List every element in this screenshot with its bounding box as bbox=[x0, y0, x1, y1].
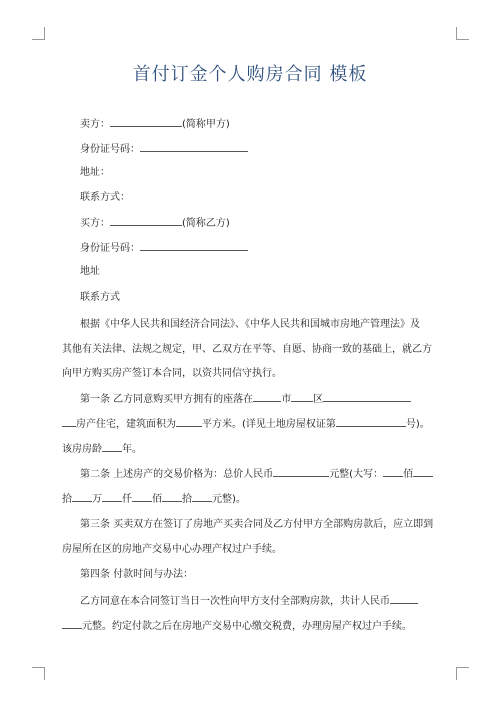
certificate-blank bbox=[336, 416, 406, 427]
payment-terms: 元整。约定付款之后在房地产交易中心缴交税费，办理房屋产权过户手续。 bbox=[82, 621, 412, 632]
article-1-line-2 bbox=[62, 416, 430, 432]
seller-id-label: 身份证号码： bbox=[80, 144, 140, 155]
blank-bai bbox=[132, 491, 152, 502]
seller-blank bbox=[110, 116, 182, 127]
blank-shi bbox=[162, 491, 182, 502]
total-price-blank bbox=[273, 466, 329, 477]
article-1-text: 第一条 乙方同意购买甲方拥有的座落在 bbox=[80, 394, 254, 405]
buyer-contact-label: 联系方式 bbox=[80, 292, 120, 303]
certificate-suffix: 号)。 bbox=[405, 419, 430, 430]
buyer-label: 买方： bbox=[80, 218, 110, 229]
unit-shi-2: 拾 bbox=[182, 494, 192, 505]
district-blank bbox=[291, 391, 313, 402]
intro-line-3: 向甲方购买房产签订本合同，以资共同信守执行。 bbox=[62, 368, 282, 379]
unit-bai-1: 佰 bbox=[403, 469, 414, 480]
payment-text: 乙方同意在本合同签订当日一次性向甲方支付全部购房款，共计人民币 bbox=[80, 596, 390, 607]
blank-wan bbox=[72, 491, 92, 502]
article-4-title: 第四条 付款时间与办法： bbox=[80, 569, 194, 580]
trailing-blank bbox=[413, 466, 433, 477]
capital-label: 元整(大写： bbox=[329, 469, 384, 480]
unit-yuan: 元整)。 bbox=[212, 494, 246, 505]
article-4-line-2 bbox=[62, 618, 412, 634]
unit-shi-1: 拾 bbox=[62, 494, 72, 505]
article-2-line-1 bbox=[80, 466, 433, 482]
blank-qian bbox=[102, 491, 122, 502]
unit-wan: 万 bbox=[92, 494, 102, 505]
corner-mark-bottom-left bbox=[32, 667, 45, 680]
location-blank bbox=[323, 391, 411, 402]
unit-bai-2: 佰 bbox=[152, 494, 162, 505]
property-blank bbox=[62, 416, 76, 427]
document-title: 首付订金个人购房合同 模板 bbox=[132, 64, 368, 85]
house-age-label: 该房房龄 bbox=[62, 444, 102, 455]
intro-line-2: 其他有关法律、法规之规定，甲、乙双方在平等、自愿、协商一致的基础上，就乙方 bbox=[62, 344, 432, 355]
seller-label: 卖方： bbox=[80, 119, 110, 130]
article-3-line-2: 房屋所在区的房地产交易中心办理产权过户手续。 bbox=[62, 544, 282, 555]
seller-suffix: (简称甲方) bbox=[182, 119, 230, 130]
unit-qian: 仟 bbox=[122, 494, 132, 505]
article-3-line-1: 第三条 买卖双方在签订了房地产买卖合同及乙方付甲方全部购房款后，应立即到 bbox=[80, 519, 434, 530]
payment-amount-blank bbox=[390, 593, 418, 604]
seller-id-blank bbox=[140, 141, 248, 152]
city-label: 市 bbox=[281, 394, 292, 405]
seller-address-label: 地址： bbox=[80, 167, 110, 178]
buyer-suffix: (简称乙方) bbox=[182, 218, 230, 229]
district-label: 区 bbox=[313, 394, 324, 405]
article-2-line-2 bbox=[62, 491, 246, 507]
buyer-line bbox=[80, 215, 230, 231]
buyer-id-blank bbox=[140, 240, 248, 251]
buyer-id-label: 身份证号码： bbox=[80, 243, 140, 254]
seller-contact-label: 联系方式： bbox=[80, 192, 130, 203]
certificate-text: 平方米。(详见土地房屋权证第 bbox=[202, 419, 336, 430]
corner-mark-top-right bbox=[456, 27, 469, 40]
house-age-suffix: 年。 bbox=[122, 444, 142, 455]
buyer-id-line bbox=[80, 240, 248, 256]
article-1-line-3 bbox=[62, 441, 142, 457]
intro-line-1: 根据《中华人民共和国经济合同法》、《中华人民共和国城市房地产管理法》及 bbox=[80, 319, 420, 330]
blank-yuan bbox=[192, 491, 212, 502]
buyer-address-label: 地址 bbox=[80, 266, 100, 277]
article-1-line-1 bbox=[80, 391, 411, 407]
hundred-million-blank bbox=[383, 466, 403, 477]
payment-amount-blank-2 bbox=[62, 618, 82, 629]
area-blank bbox=[176, 416, 202, 427]
corner-mark-bottom-right bbox=[456, 667, 469, 680]
corner-mark-top-left bbox=[32, 27, 45, 40]
article-2-text: 第二条 上述房产的交易价格为：总价人民币 bbox=[80, 469, 274, 480]
seller-line bbox=[80, 116, 230, 132]
article-4-line-1 bbox=[80, 593, 418, 609]
buyer-blank bbox=[110, 215, 182, 226]
seller-id-line bbox=[80, 141, 248, 157]
area-text: 房产住宅，建筑面积为 bbox=[76, 419, 176, 430]
house-age-blank bbox=[102, 441, 122, 452]
city-blank bbox=[253, 391, 281, 402]
